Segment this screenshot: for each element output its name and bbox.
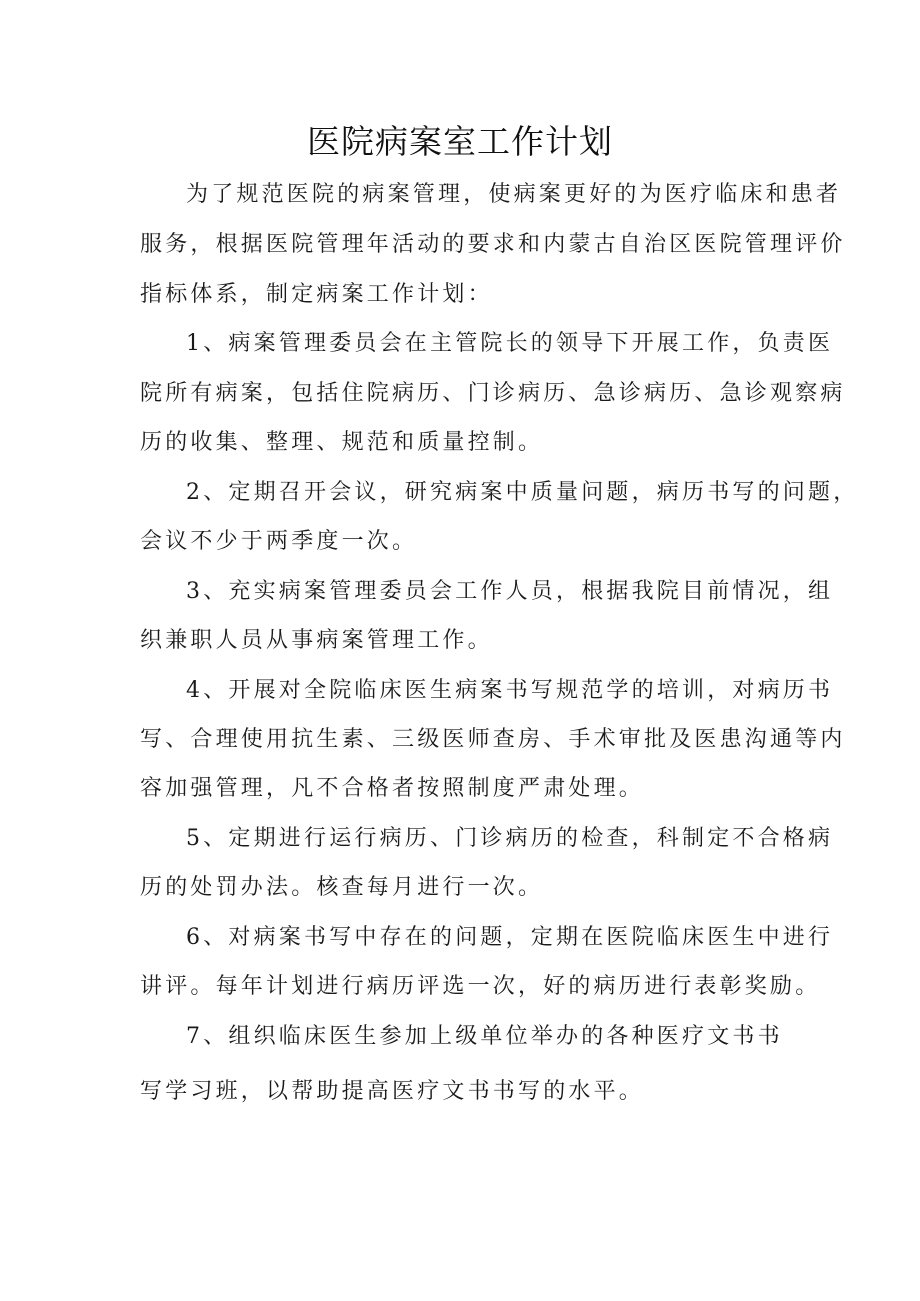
paragraph-line: 4、开展对全院临床医生病案书写规范学的培训，对病历书 bbox=[186, 678, 834, 703]
paragraph-line: 1、病案管理委员会在主管院长的领导下开展工作，负责医 bbox=[186, 331, 834, 356]
paragraph-line: 5、定期进行运行病历、门诊病历的检查，科制定不合格病 bbox=[186, 826, 834, 851]
paragraph-line: 历的收集、整理、规范和质量控制。 bbox=[140, 430, 544, 455]
paragraph-line: 指标体系，制定病案工作计划： bbox=[140, 282, 493, 307]
paragraph-line: 院所有病案，包括住院病历、门诊病历、急诊病历、急诊观察病 bbox=[140, 381, 846, 406]
paragraph-line: 6、对病案书写中存在的问题，定期在医院临床医生中进行 bbox=[186, 925, 834, 950]
paragraph-line: 织兼职人员从事病案管理工作。 bbox=[140, 628, 493, 653]
paragraph-line: 3、充实病案管理委员会工作人员，根据我院目前情况，组 bbox=[186, 579, 834, 604]
paragraph-line: 写学习班，以帮助提高医疗文书书写的水平。 bbox=[140, 1079, 645, 1104]
paragraph-line: 服务，根据医院管理年活动的要求和内蒙古自治区医院管理评价 bbox=[140, 232, 846, 257]
paragraph-line: 7、组织临床医生参加上级单位举办的各种医疗文书书 bbox=[186, 1024, 783, 1049]
paragraph-line: 容加强管理，凡不合格者按照制度严肃处理。 bbox=[140, 776, 645, 801]
paragraph-line: 历的处罚办法。核查每月进行一次。 bbox=[140, 875, 544, 900]
paragraph-line: 讲评。每年计划进行病历评选一次，好的病历进行表彰奖励。 bbox=[140, 974, 821, 999]
paragraph-line: 会议不少于两季度一次。 bbox=[140, 529, 418, 554]
paragraph-line: 写、合理使用抗生素、三级医师查房、手术审批及医患沟通等内 bbox=[140, 727, 846, 752]
paragraph-line: 2、定期召开会议，研究病案中质量问题，病历书写的问题， bbox=[186, 480, 859, 505]
paragraph-line: 为了规范医院的病案管理，使病案更好的为医疗临床和患者 bbox=[186, 182, 842, 207]
document-title: 医院病案室工作计划 bbox=[307, 122, 613, 161]
